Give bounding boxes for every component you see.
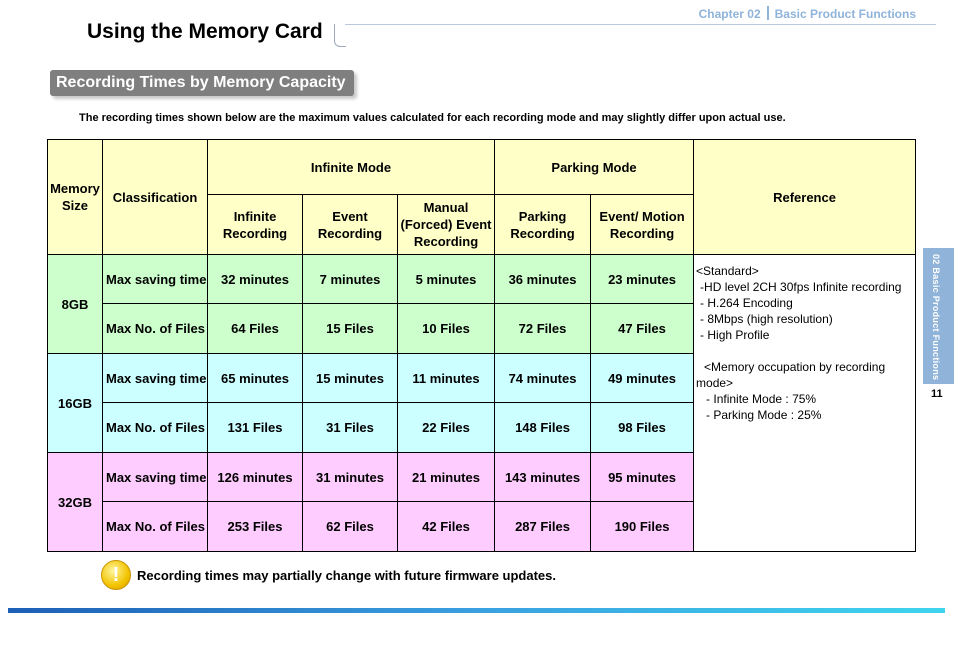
value-cell: 74 minutes <box>495 354 591 403</box>
value-cell: 47 Files <box>591 304 694 354</box>
value-cell: 42 Files <box>398 502 495 552</box>
header-rule <box>345 24 936 25</box>
header-infinite-mode: Infinite Mode <box>208 140 495 195</box>
value-cell: 95 minutes <box>591 453 694 502</box>
title-hook-decoration <box>334 24 346 47</box>
header-parking-recording: Parking Recording <box>495 195 591 255</box>
value-cell: 5 minutes <box>398 255 495 304</box>
value-cell: 131 Files <box>208 403 303 453</box>
chapter-side-tab <box>923 248 954 384</box>
firmware-note <box>101 561 556 589</box>
header-manual-event-recording: Manual (Forced) Event Recording <box>398 195 495 255</box>
note-text: Recording times may partially change with future firmware updates. <box>137 567 556 583</box>
header-reference: Reference <box>694 140 916 255</box>
chapter-label: Chapter 02 <box>698 7 761 21</box>
value-cell: 23 minutes <box>591 255 694 304</box>
footer-bar <box>8 608 945 613</box>
classification-cell: Max No. of Files <box>103 502 208 552</box>
reference-spacer <box>696 343 911 359</box>
reference-occupation-heading-cont: mode> <box>696 376 734 390</box>
value-cell: 49 minutes <box>591 354 694 403</box>
value-cell: 143 minutes <box>495 453 591 502</box>
intro-text: The recording times shown below are the maximum values calculated for each recording mode and may slightly differ upon actual use. <box>79 112 786 124</box>
value-cell: 64 Files <box>208 304 303 354</box>
value-cell: 22 Files <box>398 403 495 453</box>
header-motion-recording: Event/ Motion Recording <box>591 195 694 255</box>
page-number: 11 <box>931 388 943 400</box>
header-infinite-recording: Infinite Recording <box>208 195 303 255</box>
classification-cell: Max saving time <box>103 453 208 502</box>
value-cell: 148 Files <box>495 403 591 453</box>
reference-standard-heading: <Standard> <box>696 264 759 278</box>
reference-cell <box>694 255 916 552</box>
reference-item: - High Profile <box>700 328 770 342</box>
reference-item: - H.264 Encoding <box>700 296 793 310</box>
value-cell: 31 Files <box>303 403 398 453</box>
header-parking-mode: Parking Mode <box>495 140 694 195</box>
value-cell: 7 minutes <box>303 255 398 304</box>
recording-times-table <box>47 139 916 552</box>
side-tab-label: 02 Basic Product Functions <box>931 254 941 381</box>
chapter-header <box>699 6 916 21</box>
value-cell: 32 minutes <box>208 255 303 304</box>
value-cell: 11 minutes <box>398 354 495 403</box>
value-cell: 31 minutes <box>303 453 398 502</box>
value-cell: 15 Files <box>303 304 398 354</box>
reference-item: - Infinite Mode : 75% <box>706 392 817 406</box>
value-cell: 36 minutes <box>495 255 591 304</box>
warning-icon: ! <box>101 560 131 590</box>
value-cell: 253 Files <box>208 502 303 552</box>
value-cell: 190 Files <box>591 502 694 552</box>
reference-occupation-heading: <Memory occupation by recording <box>704 360 886 374</box>
header-event-recording: Event Recording <box>303 195 398 255</box>
page-title: Using the Memory Card <box>87 20 323 43</box>
classification-cell: Max No. of Files <box>103 403 208 453</box>
chapter-separator <box>767 6 769 20</box>
reference-item: - Parking Mode : 25% <box>706 408 822 422</box>
memory-size-cell: 32GB <box>48 453 103 552</box>
header-memory-size: Memory Size <box>48 140 103 255</box>
value-cell: 126 minutes <box>208 453 303 502</box>
value-cell: 15 minutes <box>303 354 398 403</box>
value-cell: 10 Files <box>398 304 495 354</box>
reference-item: -HD level 2CH 30fps Infinite recording <box>700 280 902 294</box>
classification-cell: Max saving time <box>103 354 208 403</box>
memory-size-cell: 16GB <box>48 354 103 453</box>
value-cell: 98 Files <box>591 403 694 453</box>
value-cell: 62 Files <box>303 502 398 552</box>
table-row <box>48 255 916 304</box>
chapter-title: Basic Product Functions <box>774 7 916 21</box>
classification-cell: Max saving time <box>103 255 208 304</box>
section-title: Recording Times by Memory Capacity <box>50 70 354 96</box>
value-cell: 287 Files <box>495 502 591 552</box>
classification-cell: Max No. of Files <box>103 304 208 354</box>
memory-size-cell: 8GB <box>48 255 103 354</box>
value-cell: 65 minutes <box>208 354 303 403</box>
value-cell: 72 Files <box>495 304 591 354</box>
value-cell: 21 minutes <box>398 453 495 502</box>
header-classification: Classification <box>103 140 208 255</box>
reference-item: - 8Mbps (high resolution) <box>700 312 833 326</box>
